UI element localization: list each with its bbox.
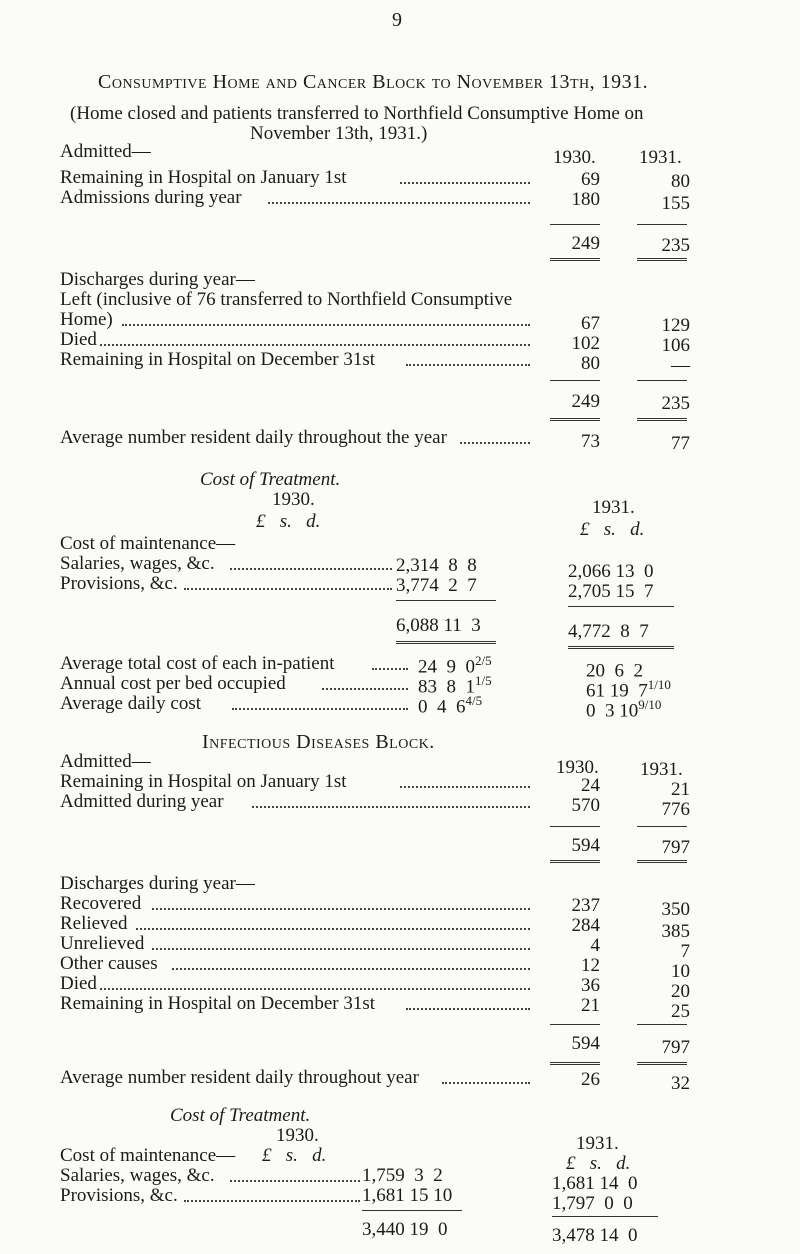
value-1931: 155 [661,193,690,214]
leader-dots [100,988,530,990]
leader-dots [184,1200,360,1202]
double-rule [637,418,687,421]
leader-dots [268,202,530,204]
value-1931: 20 6 2 [586,660,643,682]
leader-dots [232,708,408,710]
sum-rule [637,224,687,225]
total-1931: 797 [661,837,690,858]
year-1930-header: 1930. [553,147,596,168]
value-1930: 4 [590,935,600,956]
row-label: Remaining in Hospital on January 1st [60,167,347,188]
leader-dots [152,908,530,910]
value-1930: 102 [571,333,600,354]
value-1931: 1,681 14 0 [552,1173,638,1194]
value-1931: 776 [661,799,690,820]
value-1930: 26 [581,1069,600,1090]
left-line2: Home) [60,309,113,330]
sum-rule [552,1216,658,1217]
row-label: Other causes [60,953,158,974]
value-1930: 80 [581,353,600,374]
value-1931: 0 3 $10^{9/10}$ [586,697,662,722]
avg-resident-label: Average number resident daily throughout year [60,1067,419,1088]
row-label: Admitted during year [60,791,224,812]
row-label: Remaining in Hospital on January 1st [60,771,347,792]
admitted-label: Admitted— [60,141,151,162]
cost-year-1930: 1930. [276,1125,319,1146]
value-1930: 83 8 $1^{1/5}$ [418,673,492,698]
value-1930: 237 [571,895,600,916]
value-1931: 61 19 $7^{1/10}$ [586,677,671,702]
lsd-header-1930: £ s. d. [256,511,321,532]
value-1930: 67 [581,313,600,334]
cost-year-1931: 1931. [592,497,635,518]
row-label: Provisions, &c. [60,1185,178,1206]
value-1930: 36 [581,975,600,996]
leader-dots [400,182,530,184]
leader-dots [184,588,392,590]
row-label: Remaining in Hospital on December 31st [60,993,376,1014]
sum-rule [550,224,600,225]
cost-year-1930: 1930. [272,489,315,510]
row-label: Salaries, wages, &c. [60,1165,215,1186]
sum-rule [550,1024,600,1025]
value-1931: 2,705 15 7 [568,581,654,602]
value-1931: 2,066 13 0 [568,561,654,582]
double-rule [637,860,687,863]
row-label: Admissions during year [60,187,242,208]
leader-dots [136,928,530,930]
discharges-label: Discharges during year— [60,873,255,894]
row-label: Provisions, &c. [60,573,178,594]
leader-dots [252,806,530,808]
leader-dots [442,1082,530,1084]
year-1931-header: 1931. [639,147,682,168]
value-1931: 106 [661,335,690,356]
value-1931: 25 [671,1001,690,1022]
value-1930: 73 [581,431,600,452]
row-label: Recovered [60,893,142,914]
value-1930: 24 9 $0^{2/5}$ [418,653,492,678]
leader-dots [460,442,530,444]
value-1931: 77 [671,433,690,454]
cost-total-1930: 6,088 11 3 [396,615,481,636]
double-rule [550,860,600,863]
total-1930: 249 [571,233,600,254]
maint-label: Cost of maintenance— [60,1145,236,1166]
double-rule [550,418,600,421]
row-label: Remaining in Hospital on December 31st [60,349,376,370]
value-1931: — [671,355,690,376]
section1-note-line2: November 13th, 1931.) [250,123,428,144]
cost-total-1931: 3,478 14 0 [552,1225,638,1246]
double-rule [396,641,496,644]
leader-dots [152,948,530,950]
value-1931: 350 [661,899,690,920]
lsd-header-1931: £ s. d. [580,519,645,540]
value-1931: 10 [671,961,690,982]
double-rule [637,1062,687,1065]
leader-dots [122,324,530,326]
value-1930: 0 4 $6^{4/5}$ [418,693,483,718]
total-1930: 594 [571,1033,600,1054]
double-rule [637,258,687,261]
row-label: Died [60,329,97,350]
sum-rule [637,826,687,827]
value-1931: 129 [661,315,690,336]
row-label: Died [60,973,97,994]
value-1930: 3,774 2 7 [396,575,477,596]
cost-year-1931: 1931. [576,1133,619,1154]
sum-rule [568,606,674,607]
value-1931: 21 [671,779,690,800]
sum-rule [637,380,687,381]
cost-total-1930: 3,440 19 0 [362,1219,448,1240]
leader-dots [322,688,408,690]
total-1931: 235 [661,235,690,256]
avg-resident-label: Average number resident daily throughout the year [60,427,447,448]
page-number: 9 [392,9,402,31]
leader-dots [406,364,530,366]
leader-dots [372,668,408,670]
value-1931: 1,797 0 0 [552,1193,633,1214]
value-1930: 21 [581,995,600,1016]
sum-rule [550,826,600,827]
section2-title: Infectious Diseases Block. [202,731,435,753]
double-rule [568,646,674,649]
double-rule [550,1062,600,1065]
value-1931: 385 [661,921,690,942]
total-1931: 797 [661,1037,690,1058]
total-1931: 235 [661,393,690,414]
leader-dots [172,968,530,970]
row-label: Annual cost per bed occupied [60,673,286,694]
lsd-header-1930: £ s. d. [262,1145,327,1166]
sum-rule [362,1210,462,1211]
cost-title: Cost of Treatment. [170,1105,311,1126]
row-label: Average total cost of each in-patient [60,653,335,674]
value-1930: 570 [571,795,600,816]
value-1930: 2,314 8 8 [396,555,477,576]
sum-rule [637,1024,687,1025]
value-1931: 7 [680,941,690,962]
discharges-label: Discharges during year— [60,269,255,290]
value-1930: 180 [571,189,600,210]
total-1930: 249 [571,391,600,412]
value-1930: 24 [581,775,600,796]
leader-dots [230,1180,360,1182]
value-1931: 20 [671,981,690,1002]
section1-note-line1: (Home closed and patients transferred to Northfield Consumptive Home on [70,103,644,124]
total-1930: 594 [571,835,600,856]
row-label: Average daily cost [60,693,202,714]
value-1930: 12 [581,955,600,976]
value-1930: 69 [581,169,600,190]
cost-title: Cost of Treatment. [200,469,341,490]
value-1930: 1,681 15 10 [362,1185,453,1206]
sum-rule [396,600,496,601]
section1-title: Consumptive Home and Cancer Block to November 13th, 1931. [98,71,649,93]
maint-label: Cost of maintenance— [60,533,236,554]
row-label: Salaries, wages, &c. [60,553,215,574]
double-rule [550,258,600,261]
leader-dots [400,786,530,788]
year-1930-header: 1930. [556,757,599,778]
left-line1: Left (inclusive of 76 transferred to Northfield Consumptive [60,289,513,310]
value-1930: 1,759 3 2 [362,1165,443,1186]
year-1931-header: 1931. [640,759,683,780]
leader-dots [100,344,530,346]
lsd-header-1931: £ s. d. [566,1153,631,1174]
value-1931: 80 [671,171,690,192]
admitted-label: Admitted— [60,751,151,772]
row-label: Relieved [60,913,128,934]
row-label: Unrelieved [60,933,145,954]
cost-total-1931: 4,772 8 7 [568,621,649,642]
value-1931: 32 [671,1073,690,1094]
value-1930: 284 [571,915,600,936]
leader-dots [230,568,392,570]
leader-dots [406,1008,530,1010]
sum-rule [550,380,600,381]
